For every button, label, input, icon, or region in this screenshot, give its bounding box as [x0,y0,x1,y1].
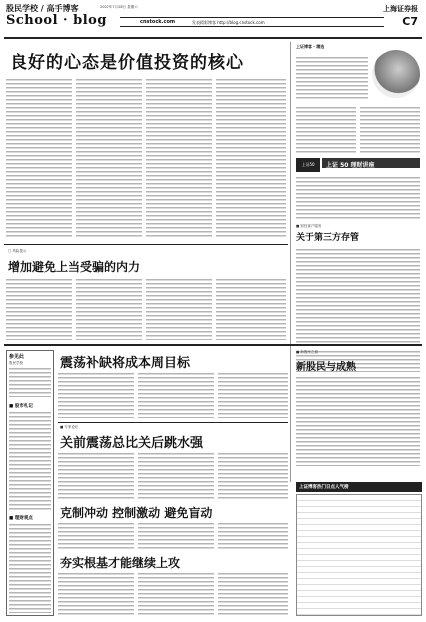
column-title: 参见此 [9,354,25,360]
header-paper: 上海证券报 [383,4,418,13]
article2-col1 [6,278,72,340]
column-sub: 股民学校 [9,361,23,365]
lecture-body [296,176,420,220]
banner [120,17,384,27]
article3-col3 [218,372,288,418]
section-body [296,248,420,344]
avatar [372,50,420,98]
banner-text: 发表精彩博客 http://blog.cnstock.com [192,20,265,25]
article5-headline: 克制冲动 控制激动 避免盲动 [60,506,213,520]
brand-logo: School · blog [6,13,107,28]
article6-col3 [218,572,288,616]
article4-col2 [138,452,214,500]
column-label1: ■ 股市札记 [9,404,33,409]
lead-body-col2 [76,78,142,238]
article2-col3 [146,278,212,340]
column-text1 [9,367,51,397]
rank-title: 上证博客热门日点人气榜 [296,482,422,492]
article2-col4 [216,278,286,340]
article4-headline: 关前震荡总比关后跳水强 [60,436,204,451]
lead-headline: 良好的心态是价值投资的核心 [10,53,244,73]
lead-body-col1 [6,78,72,238]
rightcol-kicker: ■ 新股民之窗 [296,350,318,354]
article4-col3 [218,452,288,500]
blog-col1 [296,106,356,154]
article3-headline: 震荡补缺将成本周目标 [60,356,191,371]
blog-head: 上证博客 · 精选 [296,44,325,49]
section-title: 关于第三方存管 [296,233,360,243]
col-divider [290,42,291,482]
blog-col2 [360,106,420,154]
article2-col2 [76,278,142,340]
rank-table [296,494,422,616]
article5-col2 [138,522,214,550]
article6-col1 [58,572,134,616]
lecture-title: 上证 50 理财讲座 [322,158,420,168]
article2-kicker: □ 风险提示 [8,249,27,253]
article2-headline: 增加避免上当受骗的内力 [8,260,141,274]
small-head: ■ 财经客户服务 [296,224,322,228]
banner-site: cnstock.com [140,19,176,25]
column-box [6,350,54,616]
column-text2 [9,411,51,511]
header-bar [4,3,422,37]
article5-col1 [58,522,134,550]
rule-3 [4,344,422,346]
column-text3 [9,523,51,613]
column-label2: ■ 理财观点 [9,516,33,521]
header-section: 股民学校 / 高手博客 [6,4,79,13]
page-number: C7 [402,15,418,28]
header-meta: 2007年7月28日 星期六 [100,5,138,9]
article4-kicker: ■ 专家论坛 [60,425,79,429]
rule-2 [4,244,288,245]
article3-col1 [58,372,134,418]
article5-col3 [218,522,288,550]
rule-4 [58,422,288,423]
article6-col2 [138,572,214,616]
lecture-label: 上证50 [296,158,320,172]
header-rule [4,37,422,39]
lead-body-col3 [146,78,212,238]
article3-col2 [138,372,214,418]
article6-headline: 夯实根基才能继续上攻 [60,556,181,570]
rightcol-body [296,376,420,466]
rightcol-headline: 新股民与成熟 [296,362,356,373]
article4-col1 [58,452,134,500]
lead-body-col4 [216,78,286,238]
blog-intro [296,56,368,100]
